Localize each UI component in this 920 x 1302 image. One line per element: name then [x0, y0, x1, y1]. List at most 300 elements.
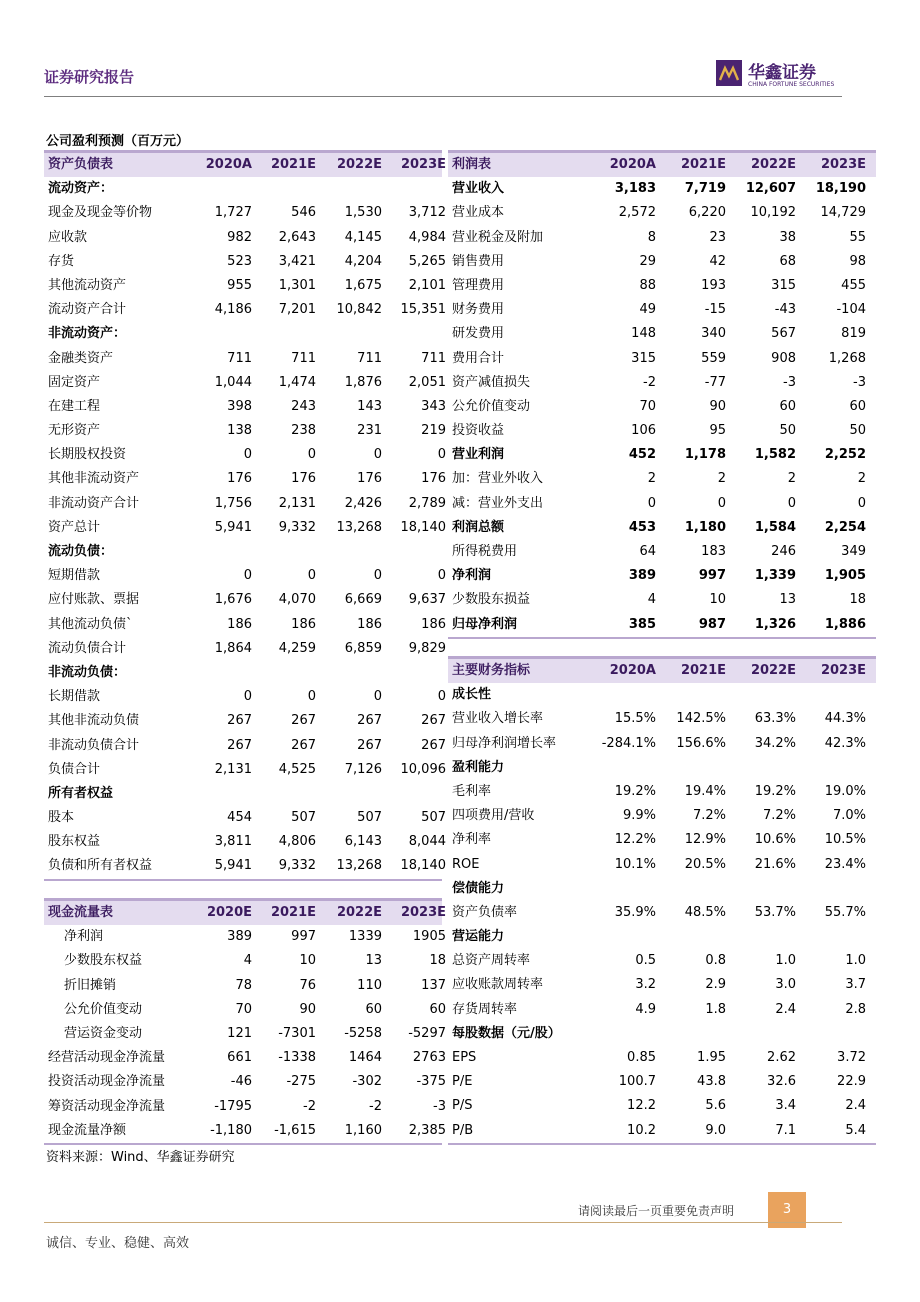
cell-value: 997	[698, 568, 726, 584]
cell-value: -2	[303, 1098, 316, 1114]
cell-value: -5297	[408, 1025, 446, 1041]
cell-value: 2.62	[767, 1050, 796, 1065]
table-row	[448, 780, 876, 804]
table-row	[44, 758, 446, 782]
cell-value: 12.9%	[684, 832, 726, 848]
cell-value: 3.72	[837, 1050, 866, 1065]
cell-value: 1.0	[775, 953, 796, 969]
table-row	[448, 347, 876, 371]
row-label: 加：营业外收入	[452, 471, 544, 487]
cell-value: 9.0	[705, 1122, 726, 1138]
cell-value: 567	[771, 326, 796, 342]
row-label: 资产总计	[48, 519, 101, 535]
table-row	[44, 734, 446, 758]
cell-value: 661	[227, 1050, 252, 1066]
cell-value: 2,426	[344, 495, 382, 511]
cell-value: 6,859	[344, 640, 382, 656]
table-row	[448, 371, 876, 395]
cell-value: 2,101	[408, 277, 446, 293]
cell-value: 4	[647, 592, 656, 608]
cell-value: 18	[849, 592, 866, 608]
table-row	[44, 298, 446, 322]
year-column-header: 2021E	[680, 663, 726, 678]
table-row	[44, 419, 446, 443]
cell-value: 1,530	[344, 205, 382, 221]
cell-value: -3	[433, 1098, 446, 1114]
cell-value: 267	[421, 713, 446, 729]
cell-value: 42.3%	[824, 735, 866, 751]
cell-value: 2.4	[775, 1001, 796, 1017]
cell-value: 3.7	[845, 977, 866, 993]
year-column-header: 2022E	[750, 663, 796, 678]
cell-value: 4,186	[214, 302, 252, 318]
footer-divider	[44, 1222, 842, 1223]
table-row	[44, 492, 446, 516]
cell-value: 183	[701, 544, 726, 559]
cell-value: 507	[357, 810, 382, 826]
cell-value: 819	[841, 326, 866, 342]
cell-value: 176	[227, 471, 252, 487]
table-row	[44, 998, 446, 1022]
cell-value: 19.2%	[614, 783, 656, 799]
cell-value: 4,145	[344, 229, 382, 245]
cell-value: 238	[291, 423, 316, 439]
row-label: 现金流量净额	[48, 1122, 127, 1138]
table-row	[448, 949, 876, 973]
table-row	[448, 1119, 876, 1143]
cell-value: 454	[227, 810, 252, 826]
table-row	[448, 274, 876, 298]
table-row	[448, 1070, 876, 1094]
cell-value: 3.4	[775, 1098, 796, 1114]
row-label: 减：营业外支出	[452, 495, 544, 511]
cell-value: 398	[227, 398, 252, 414]
table-row	[44, 201, 446, 225]
table-row	[448, 201, 876, 225]
cell-value: 35.9%	[614, 904, 656, 920]
cell-value: 0	[243, 568, 252, 584]
cell-value: 1,178	[684, 447, 726, 463]
cell-value: 10,096	[400, 761, 446, 777]
cell-value: 9,332	[278, 519, 316, 535]
cell-value: 453	[628, 519, 656, 535]
report-category: 证券研究报告	[44, 68, 135, 86]
cell-value: 546	[291, 205, 316, 221]
cell-value: 997	[291, 929, 316, 945]
cell-value: 60	[429, 1001, 446, 1017]
table-header-row	[448, 659, 876, 683]
cell-value: 138	[227, 423, 252, 439]
cell-value: 1,268	[828, 350, 866, 366]
row-label: 所有者权益	[48, 785, 114, 801]
cash-flow-table	[44, 898, 446, 1145]
cell-value: 711	[291, 350, 316, 366]
row-label: 其他流动负债`	[48, 616, 133, 632]
row-label: 少数股东权益	[64, 953, 143, 969]
cell-value: 4	[243, 953, 252, 969]
company-logo	[716, 58, 846, 92]
cell-value: 13,268	[336, 858, 382, 874]
cell-value: -104	[836, 302, 866, 318]
table-row	[448, 467, 876, 491]
cell-value: 2,572	[618, 205, 656, 221]
cell-value: 5.6	[705, 1098, 726, 1114]
cell-value: -3	[783, 374, 796, 390]
table-row	[44, 540, 442, 564]
row-label: P/B	[452, 1122, 474, 1138]
cell-value: 267	[227, 713, 252, 729]
cell-value: 315	[771, 277, 796, 293]
row-label: 毛利率	[452, 783, 492, 799]
year-column-header: 2023E	[400, 905, 446, 920]
table-row	[44, 226, 446, 250]
table-header-row	[44, 153, 446, 177]
cell-value: 18,140	[400, 519, 446, 535]
table-row	[44, 806, 446, 830]
table-row	[44, 395, 446, 419]
cell-value: 3.0	[775, 977, 796, 993]
table-row	[448, 853, 876, 877]
company-slogan: 诚信、专业、稳健、高效	[46, 1236, 190, 1251]
cell-value: 9,829	[408, 640, 446, 656]
cell-value: 12.2%	[614, 832, 656, 848]
cell-value: 3,811	[214, 834, 252, 850]
logo-name-en: CHINA FORTUNE SECURITIES	[748, 81, 835, 88]
cell-value: 7.1	[775, 1122, 796, 1138]
row-label: 销售费用	[452, 253, 505, 269]
cell-value: 110	[357, 977, 382, 993]
cell-value: 10.2	[627, 1122, 656, 1138]
cell-value: 2.8	[845, 1001, 866, 1017]
row-label: 成长性	[452, 687, 492, 703]
row-label: 营业利润	[452, 447, 505, 463]
cell-value: 385	[628, 616, 656, 632]
cell-value: 0	[717, 495, 726, 511]
cell-value: 452	[628, 447, 656, 463]
cell-value: 1,582	[754, 447, 796, 463]
cell-value: 90	[299, 1001, 316, 1017]
row-label: 固定资产	[48, 374, 101, 390]
cell-value: 10	[709, 592, 726, 608]
row-label: 净利率	[452, 832, 492, 848]
cell-value: 507	[291, 810, 316, 826]
income-statement-table	[448, 150, 876, 639]
table-row	[44, 588, 446, 612]
cell-value: 0	[437, 447, 446, 463]
cell-value: 53.7%	[754, 904, 796, 920]
cell-value: 60	[849, 398, 866, 414]
cell-value: 13,268	[336, 519, 382, 535]
balance-sheet-table	[44, 150, 446, 881]
row-label: 长期借款	[48, 689, 101, 705]
header-divider	[44, 96, 842, 97]
cell-value: 908	[771, 350, 796, 366]
year-column-header: 2022E	[750, 157, 796, 172]
row-label: 盈利能力	[452, 759, 505, 775]
cell-value: 49	[639, 302, 656, 318]
cell-value: 4,525	[278, 761, 316, 777]
cell-value: 7,201	[278, 302, 316, 318]
cell-value: -3	[853, 374, 866, 390]
table-row	[44, 637, 446, 661]
cell-value: 14,729	[820, 205, 866, 221]
cell-value: 0.85	[627, 1050, 656, 1065]
cell-value: 6,143	[344, 834, 382, 850]
table-row	[44, 1046, 446, 1070]
cell-value: 2,051	[408, 374, 446, 390]
cell-value: -46	[230, 1074, 252, 1090]
cell-value: 4.9	[635, 1001, 656, 1017]
cell-value: 2,254	[824, 519, 866, 535]
cell-value: 0	[373, 568, 382, 584]
cell-value: 9,332	[278, 858, 316, 874]
cell-value: 2,643	[278, 229, 316, 245]
cell-value: 0	[437, 568, 446, 584]
cell-value: -1,180	[210, 1122, 252, 1138]
table-row	[44, 830, 446, 854]
year-column-header: 2023E	[820, 663, 866, 678]
logo-name: 华鑫证券	[748, 63, 816, 83]
cell-value: 10.6%	[754, 832, 796, 848]
cell-value: 5,941	[214, 519, 252, 535]
row-label: P/S	[452, 1098, 473, 1114]
row-label: 归母净利润增长率	[452, 735, 557, 751]
row-label: 利润总额	[452, 519, 505, 535]
table-header-label: 现金流量表	[48, 905, 114, 920]
table-row	[448, 1022, 876, 1046]
cell-value: 43.8	[697, 1074, 726, 1090]
row-label: 流动资产：	[48, 181, 114, 197]
cell-value: 7,126	[344, 761, 382, 777]
cell-value: 1464	[348, 1050, 382, 1066]
data-source-note: 资料来源：Wind、华鑫证券研究	[46, 1150, 235, 1165]
cell-value: 18	[429, 953, 446, 969]
cell-value: 343	[421, 398, 446, 414]
table-row	[448, 613, 876, 637]
row-label: 管理费用	[452, 277, 505, 293]
cell-value: 12,607	[745, 181, 796, 197]
cell-value: 1.0	[845, 953, 866, 969]
table-header-label: 主要财务指标	[452, 663, 531, 678]
row-label: 应收账款周转率	[452, 977, 544, 993]
cell-value: 1,864	[214, 640, 252, 656]
row-label: 非流动资产合计	[48, 495, 140, 511]
cell-value: 1,584	[754, 519, 796, 535]
table-row	[448, 516, 876, 540]
cell-value: 389	[227, 929, 252, 945]
row-label: 研发费用	[452, 326, 505, 342]
table-row	[44, 613, 446, 637]
cell-value: 267	[357, 713, 382, 729]
cell-value: 18,190	[815, 181, 866, 197]
table-row	[44, 974, 446, 998]
row-label: 营业税金及附加	[452, 229, 544, 245]
table-row	[44, 322, 442, 346]
cell-value: 60	[365, 1001, 382, 1017]
row-label: 所得税费用	[452, 544, 518, 559]
year-column-header: 2021E	[680, 157, 726, 172]
cell-value: 4,070	[278, 592, 316, 608]
row-label: 经营活动现金净流量	[48, 1050, 166, 1066]
cell-value: -1795	[214, 1098, 252, 1114]
cell-value: 1.8	[705, 1001, 726, 1017]
row-label: 营业收入增长率	[452, 711, 544, 727]
row-label: 应付账款、票据	[48, 592, 140, 608]
cell-value: 7,719	[684, 181, 726, 197]
cell-value: 3,183	[614, 181, 656, 197]
table-row	[44, 949, 446, 973]
table-header-row	[448, 153, 876, 177]
cell-value: 193	[701, 277, 726, 293]
cell-value: 19.0%	[824, 783, 866, 799]
cell-value: 7.0%	[832, 808, 866, 824]
table-header-label: 利润表	[452, 157, 492, 172]
table-row	[44, 685, 446, 709]
row-label: 长期股权投资	[48, 447, 127, 463]
cell-value: -1338	[278, 1050, 316, 1066]
cell-value: -2	[643, 374, 656, 390]
cell-value: 64	[639, 544, 656, 559]
table-row	[448, 707, 876, 731]
cell-value: 2,131	[278, 495, 316, 511]
year-column-header: 2020A	[609, 157, 656, 172]
cell-value: 2763	[412, 1050, 446, 1066]
row-label: 投资收益	[452, 423, 505, 439]
cell-value: 1,339	[754, 568, 796, 584]
table-row	[448, 395, 876, 419]
cell-value: 507	[421, 810, 446, 826]
cell-value: 10,842	[336, 302, 382, 318]
cell-value: 0	[373, 689, 382, 705]
row-label: EPS	[452, 1050, 477, 1065]
key-indicators-table	[448, 656, 876, 1145]
cell-value: 186	[421, 616, 446, 632]
cell-value: 137	[421, 977, 446, 993]
row-label: 公允价值变动	[452, 398, 531, 414]
cell-value: 18,140	[400, 858, 446, 874]
table-row	[448, 804, 876, 828]
row-label: 其他流动资产	[48, 277, 127, 293]
cell-value: 78	[235, 977, 252, 993]
cell-value: 34.2%	[754, 735, 796, 751]
cell-value: 6,669	[344, 592, 382, 608]
cell-value: 12.2	[627, 1098, 656, 1114]
table-row	[44, 177, 442, 201]
row-label: 净利润	[64, 929, 104, 945]
row-label: 费用合计	[452, 350, 505, 366]
cell-value: 10.5%	[824, 832, 866, 848]
cell-value: 267	[291, 737, 316, 753]
row-label: 财务费用	[452, 302, 505, 318]
cell-value: 7.2%	[762, 808, 796, 824]
cell-value: 711	[421, 350, 446, 366]
row-label: 折旧摊销	[64, 977, 117, 993]
row-label: 现金及现金等价物	[48, 205, 153, 221]
cell-value: 1.95	[697, 1050, 726, 1065]
cell-value: 2.9	[705, 977, 726, 993]
cell-value: 267	[227, 737, 252, 753]
row-label: 投资活动现金净流量	[48, 1074, 166, 1090]
row-label: 无形资产	[48, 423, 101, 439]
cell-value: 219	[421, 423, 446, 439]
cell-value: 7.2%	[692, 808, 726, 824]
cell-value: -375	[416, 1074, 446, 1090]
table-row	[448, 877, 876, 901]
table-row	[44, 443, 446, 467]
cell-value: 5,265	[408, 253, 446, 269]
table-row	[448, 925, 876, 949]
cell-value: 1905	[412, 929, 446, 945]
row-label: 非流动负债合计	[48, 737, 140, 753]
row-label: 流动负债：	[48, 544, 114, 559]
row-label: 筹资活动现金净流量	[48, 1098, 166, 1114]
cell-value: 50	[779, 423, 796, 439]
cell-value: 0	[307, 447, 316, 463]
row-label: 非流动资产：	[48, 326, 127, 342]
cell-value: 711	[227, 350, 252, 366]
cell-value: 3.2	[635, 977, 656, 993]
cell-value: 186	[227, 616, 252, 632]
row-label: 流动负债合计	[48, 640, 127, 656]
cell-value: 50	[849, 423, 866, 439]
year-column-header: 2020A	[205, 157, 252, 172]
cell-value: 1,044	[214, 374, 252, 390]
cell-value: 176	[421, 471, 446, 487]
cell-value: -77	[704, 374, 726, 390]
cell-value: 267	[291, 713, 316, 729]
cell-value: 2,789	[408, 495, 446, 511]
table-row	[44, 347, 446, 371]
cell-value: 4,204	[344, 253, 382, 269]
cell-value: 8,044	[408, 834, 446, 850]
row-label: 流动资产合计	[48, 302, 127, 318]
table-row	[44, 371, 446, 395]
year-column-header: 2021E	[270, 905, 316, 920]
table-row	[448, 177, 876, 201]
cell-value: 8	[647, 229, 656, 245]
cell-value: 63.3%	[754, 711, 796, 727]
cell-value: 9,637	[408, 592, 446, 608]
cell-value: 44.3%	[824, 711, 866, 727]
disclaimer-link[interactable]: 请阅读最后一页重要免责声明	[578, 1204, 735, 1218]
cell-value: 22.9	[837, 1074, 866, 1090]
table-row	[448, 419, 876, 443]
cell-value: 10.1%	[614, 856, 656, 872]
cell-value: 13	[365, 953, 382, 969]
cell-value: 955	[227, 277, 252, 293]
row-label: 应收款	[48, 229, 88, 245]
table-row	[44, 564, 446, 588]
row-label: 其他非流动负债	[48, 713, 140, 729]
cell-value: 186	[357, 616, 382, 632]
row-label: 营业收入	[452, 181, 505, 197]
cell-value: 186	[291, 616, 316, 632]
cell-value: 2,131	[214, 761, 252, 777]
cell-value: 1,676	[214, 592, 252, 608]
cell-value: 0	[373, 447, 382, 463]
cell-value: 3,712	[408, 205, 446, 221]
row-label: 少数股东损益	[452, 592, 531, 608]
row-label: 营业成本	[452, 205, 505, 221]
cell-value: 21.6%	[754, 856, 796, 872]
year-column-header: 2022E	[336, 905, 382, 920]
cell-value: 20.5%	[684, 856, 726, 872]
cell-value: 455	[841, 277, 866, 293]
table-row	[44, 467, 446, 491]
cell-value: 32.6	[767, 1074, 796, 1090]
cell-value: 95	[709, 423, 726, 439]
cell-value: 121	[227, 1025, 252, 1041]
